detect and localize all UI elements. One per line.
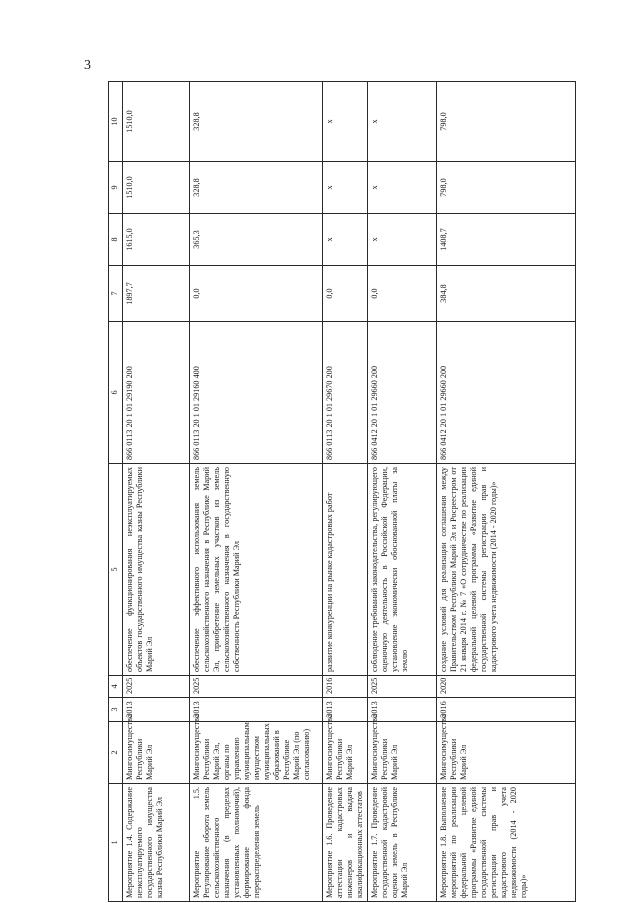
value-cell-10: 328,8 bbox=[190, 82, 323, 162]
col-header-5: 5 bbox=[109, 464, 123, 676]
value-cell-7: 0,0 bbox=[190, 266, 323, 322]
value-cell-9: 798,0 bbox=[437, 162, 576, 214]
value-cell-10: 1510,0 bbox=[123, 82, 190, 162]
value-cell-7: 0,0 bbox=[368, 266, 437, 322]
executor-cell: Мингосимущество Республики Марий Эл bbox=[123, 722, 190, 784]
executor-cell: Мингосимущество Республики Марий Эл bbox=[323, 722, 368, 784]
value-cell-8: 1408,7 bbox=[437, 214, 576, 266]
result-cell: обеспечение функционирования неэксплуатируемых объектов государственного имущества казны Республики Марий Эл bbox=[123, 464, 190, 676]
col-header-9: 9 bbox=[109, 162, 123, 214]
col-header-8: 8 bbox=[109, 214, 123, 266]
value-cell-8: 1615,0 bbox=[123, 214, 190, 266]
value-cell-10: x bbox=[323, 82, 368, 162]
end-year-cell: 2025 bbox=[123, 676, 190, 698]
result-cell: обеспечение эффективного использования земель сельскохозяйственного назначения в Республике Марий Эл, приобретение земельных участков из земель сельскохозяйственного назначения в государственную собственность Республики Марий Эл bbox=[190, 464, 323, 676]
table-row bbox=[368, 82, 437, 902]
table-row bbox=[190, 82, 323, 902]
value-cell-9: 328,8 bbox=[190, 162, 323, 214]
value-cell-9: 1510,0 bbox=[123, 162, 190, 214]
event-cell: Мероприятие 1.7. Проведение государственной кадастровой оценки земель в Республике Марий Эл bbox=[368, 784, 437, 902]
col-header-4: 4 bbox=[109, 676, 123, 698]
executor-cell: Мингосимущество Республики Марий Эл, органы по управлению муниципальным имуществом муниципальных образований в Республике Марий Эл (по согласованию) bbox=[190, 722, 323, 784]
header-row bbox=[109, 82, 123, 902]
result-cell: развитие конкуренции на рынке кадастровых работ bbox=[323, 464, 368, 676]
event-cell: Мероприятие 1.5. Регулирование оборота земель сельскохозяйственного назначения (в пределах установленных полномочий), формирование фонда перераспределения земель bbox=[190, 784, 323, 902]
value-cell-7: 384,8 bbox=[437, 266, 576, 322]
result-cell: соблюдение требований законодательства, регулирующего оценочную деятельность в Российской Федерации, установление экономически обоснованной платы за землю bbox=[368, 464, 437, 676]
col-header-3: 3 bbox=[109, 698, 123, 722]
value-cell-10: x bbox=[368, 82, 437, 162]
value-cell-8: x bbox=[368, 214, 437, 266]
table-row bbox=[123, 82, 190, 902]
budget-code-cell: 866 0113 20 1 01 29190 200 bbox=[123, 322, 190, 464]
col-header-6: 6 bbox=[109, 322, 123, 464]
start-year-cell: 2013 bbox=[123, 698, 190, 722]
executor-cell: Мингосимущество Республики Марий Эл bbox=[368, 722, 437, 784]
budget-code-cell: 866 0113 20 1 01 29160 400 bbox=[190, 322, 323, 464]
start-year-cell: 2013 bbox=[323, 698, 368, 722]
value-cell-8: 365,3 bbox=[190, 214, 323, 266]
rotated-table-frame bbox=[108, 82, 636, 902]
table-row bbox=[437, 82, 576, 902]
value-cell-9: x bbox=[323, 162, 368, 214]
end-year-cell: 2016 bbox=[323, 676, 368, 698]
event-cell: Мероприятие 1.4. Содержание неэксплуатируемого государственного имущества казны Республики Марий Эл bbox=[123, 784, 190, 902]
start-year-cell: 2013 bbox=[190, 698, 323, 722]
start-year-cell: 2016 bbox=[437, 698, 576, 722]
start-year-cell: 2013 bbox=[368, 698, 437, 722]
budget-code-cell: 866 0113 20 1 01 29670 200 bbox=[323, 322, 368, 464]
value-cell-7: 0,0 bbox=[323, 266, 368, 322]
col-header-2: 2 bbox=[109, 722, 123, 784]
value-cell-10: 798,0 bbox=[437, 82, 576, 162]
table-row bbox=[323, 82, 368, 902]
col-header-10: 10 bbox=[109, 82, 123, 162]
budget-code-cell: 866 0412 20 1 01 29660 200 bbox=[437, 322, 576, 464]
col-header-7: 7 bbox=[109, 266, 123, 322]
end-year-cell: 2025 bbox=[368, 676, 437, 698]
value-cell-9: x bbox=[368, 162, 437, 214]
executor-cell: Мингосимущество Республики Марий Эл bbox=[437, 722, 576, 784]
page-number: 3 bbox=[84, 58, 91, 73]
end-year-cell: 2025 bbox=[190, 676, 323, 698]
value-cell-8: x bbox=[323, 214, 368, 266]
budget-code-cell: 866 0412 20 1 01 29660 200 bbox=[368, 322, 437, 464]
event-cell: Мероприятие 1.8. Выполнение мероприятий по реализации федеральной целевой программы «Развитие единой государственной системы регистрации прав и кадастрового учета недвижимости (2014 - 2020 годы)» bbox=[437, 784, 576, 902]
event-cell: Мероприятие 1.6. Проведение аттестации кадастровых инженеров и выдача квалификационных аттестатов bbox=[323, 784, 368, 902]
value-cell-7: 1897,7 bbox=[123, 266, 190, 322]
program-table bbox=[108, 81, 576, 902]
col-header-1: 1 bbox=[109, 784, 123, 902]
result-cell: создание условий для реализации соглашения между Правительством Республики Марий Эл и Росреестром от 21 января 2014 г. № 7 «О сотрудничестве по реализации федеральной целевой программы «Развитие единой государственной системы регистрации прав и кадастрового учета недвижимости (2014 - 2020 годы)» bbox=[437, 464, 576, 676]
end-year-cell: 2020 bbox=[437, 676, 576, 698]
